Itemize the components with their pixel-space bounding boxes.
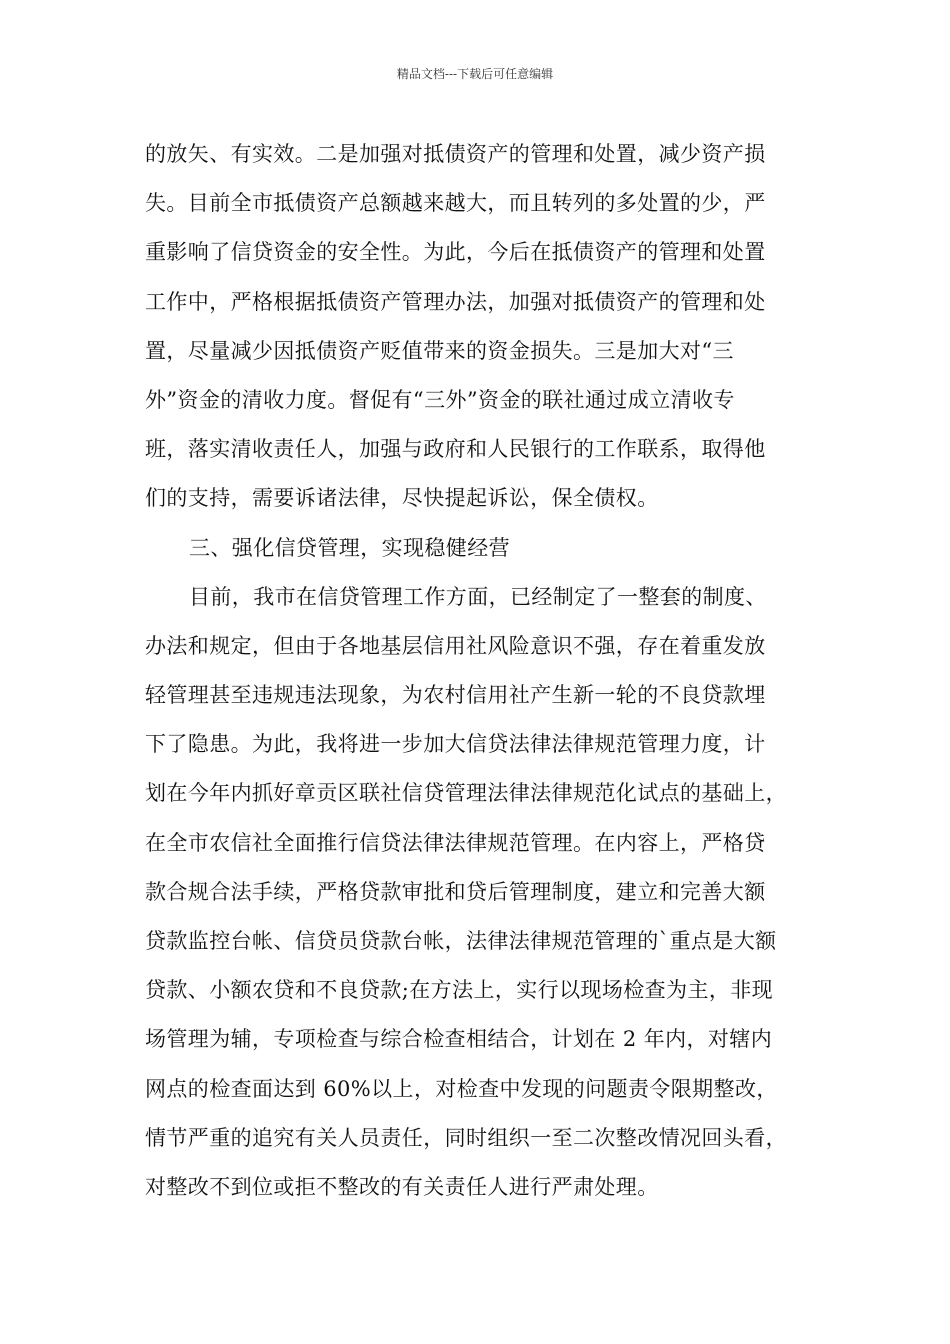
text-line: 的放矢、有实效。二是加强对抵债资产的管理和处置，减少资产损 xyxy=(145,142,766,166)
text-line: 划在今年内抓好章贡区联社信贷管理法律法律规范化试点的基础上， xyxy=(145,781,787,806)
section-heading: 三、强化信贷管理，实现稳健经营 xyxy=(189,535,510,560)
text-line: 重影响了信贷资金的安全性。为此，今后在抵债资产的管理和处置 xyxy=(145,240,766,265)
page-header: 精品文档---下载后可任意编辑 xyxy=(396,67,554,81)
text-line: 班，落实清收责任人，加强与政府和人民银行的工作联系，取得他 xyxy=(145,437,766,462)
text-line: 场管理为辅，专项检查与综合检查相结合，计划在 2 年内，对辖内 xyxy=(145,1027,773,1052)
text-line: 网点的检查面达到 60%以上，对检查中发现的问题责令限期整改， xyxy=(145,1076,778,1101)
text-line: 工作中，严格根据抵债资产管理办法，加强对抵债资产的管理和处 xyxy=(145,289,766,314)
text-line: 对整改不到位或拒不整改的有关责任人进行严肃处理。 xyxy=(145,1174,659,1199)
text-line: 外”资金的清收力度。督促有“三外”资金的联社通过成立清收专 xyxy=(145,387,735,412)
text-line: 办法和规定，但由于各地基层信用社风险意识不强，存在着重发放 xyxy=(145,633,766,658)
document-body xyxy=(145,130,825,1212)
text-line: 置，尽量减少因抵债资产贬值带来的资金损失。三是加大对“三 xyxy=(145,338,734,363)
text-line: 贷款、小额农贷和不良贷款;在方法上，实行以现场检查为主，非现 xyxy=(145,978,774,1003)
text-line: 款合规合法手续，严格贷款审批和贷后管理制度，建立和完善大额 xyxy=(145,879,766,904)
text-line: 目前，我市在信贷管理工作方面，已经制定了一整套的制度、 xyxy=(189,584,767,609)
text-line: 们的支持，需要诉诸法律，尽快提起诉讼，保全债权。 xyxy=(145,486,659,511)
text-line: 轻管理甚至违规违法现象，为农村信用社产生新一轮的不良贷款埋 xyxy=(145,683,766,708)
text-line: 情节严重的追究有关人员责任，同时组织一至二次整改情况回头看， xyxy=(145,1125,787,1150)
text-line: 在全市农信社全面推行信贷法律法律规范管理。在内容上，严格贷 xyxy=(145,830,766,855)
text-line: 贷款监控台帐、信贷员贷款台帐，法律法律规范管理的`重点是大额 xyxy=(145,929,777,953)
text-line: 失。目前全市抵债资产总额越来越大，而且转列的多处置的少，严 xyxy=(145,191,766,216)
text-line: 下了隐患。为此，我将进一步加大信贷法律法律规范管理力度，计 xyxy=(145,732,766,757)
